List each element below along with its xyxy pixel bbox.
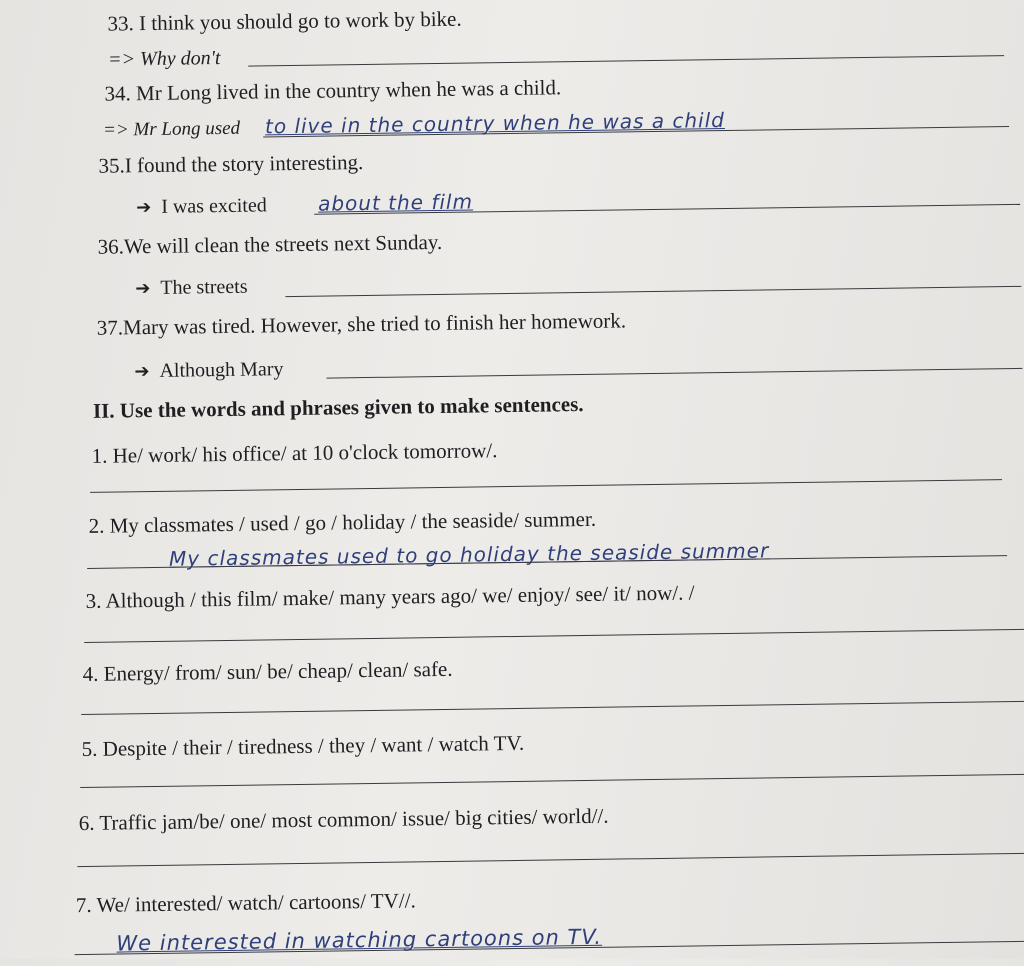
arrow-icon: ➔ — [135, 278, 151, 300]
item-3-prompt: 3. Although / this film/ make/ many years ago/ we/ enjoy/ see/ it/ now/. / — [85, 580, 695, 613]
question-35-handwritten-answer: about the film — [317, 189, 474, 216]
question-36-stem: The streets — [160, 275, 248, 299]
item-7-prompt: 7. We/ interested/ watch/ cartoons/ TV//. — [75, 888, 416, 918]
item-4-prompt: 4. Energy/ from/ sun/ be/ cheap/ clean/ safe. — [82, 656, 453, 687]
item-7-handwritten-answer: We interested in watching cartoons on TV. — [116, 924, 603, 956]
item-3-answer-line[interactable] — [84, 629, 1024, 643]
question-36-row — [135, 277, 248, 299]
arrow-icon: ➔ — [136, 197, 152, 219]
question-37-answer-line[interactable] — [327, 368, 1023, 379]
question-33-prompt: 33. I think you should go to work by bike. — [107, 6, 462, 36]
question-35-row — [136, 195, 267, 217]
question-37-row — [134, 359, 283, 381]
arrow-icon: ➔ — [134, 361, 150, 383]
question-34-stem: => Mr Long used — [102, 117, 241, 141]
question-33-answer-line[interactable] — [248, 55, 1004, 67]
item-1-prompt: 1. He/ work/ his office/ at 10 o'clock tomorrow/. — [91, 438, 498, 468]
question-34-handwritten-answer: to live in the country when he was a child — [264, 107, 726, 139]
question-36-prompt: 36.We will clean the streets next Sunday. — [97, 229, 443, 259]
item-1-answer-line[interactable] — [90, 479, 1002, 493]
item-2-prompt: 2. My classmates / used / go / holiday / the seaside/ summer. — [88, 506, 597, 538]
item-2-handwritten-answer: My classmates used to go holiday the seaside summer — [168, 538, 770, 571]
question-33-stem: => Why don't — [107, 47, 221, 71]
section-two-heading: II. Use the words and phrases given to make sentences. — [92, 391, 584, 423]
question-35-prompt: 35.I found the story interesting. — [98, 150, 364, 178]
question-34-prompt: 34. Mr Long lived in the country when he was a child. — [104, 75, 562, 106]
question-35-stem: I was excited — [161, 194, 267, 218]
item-6-prompt: 6. Traffic jam/be/ one/ most common/ issue/ big cities/ world//. — [78, 803, 609, 836]
item-5-prompt: 5. Despite / their / tiredness / they / want / watch TV. — [81, 730, 525, 762]
question-37-stem: Although Mary — [159, 358, 284, 382]
question-36-answer-line[interactable] — [285, 286, 1021, 297]
item-6-answer-line[interactable] — [77, 853, 1024, 867]
item-5-answer-line[interactable] — [80, 774, 1024, 788]
item-4-answer-line[interactable] — [81, 701, 1024, 715]
question-37-prompt: 37.Mary was tired. However, she tried to finish her homework. — [96, 308, 627, 340]
